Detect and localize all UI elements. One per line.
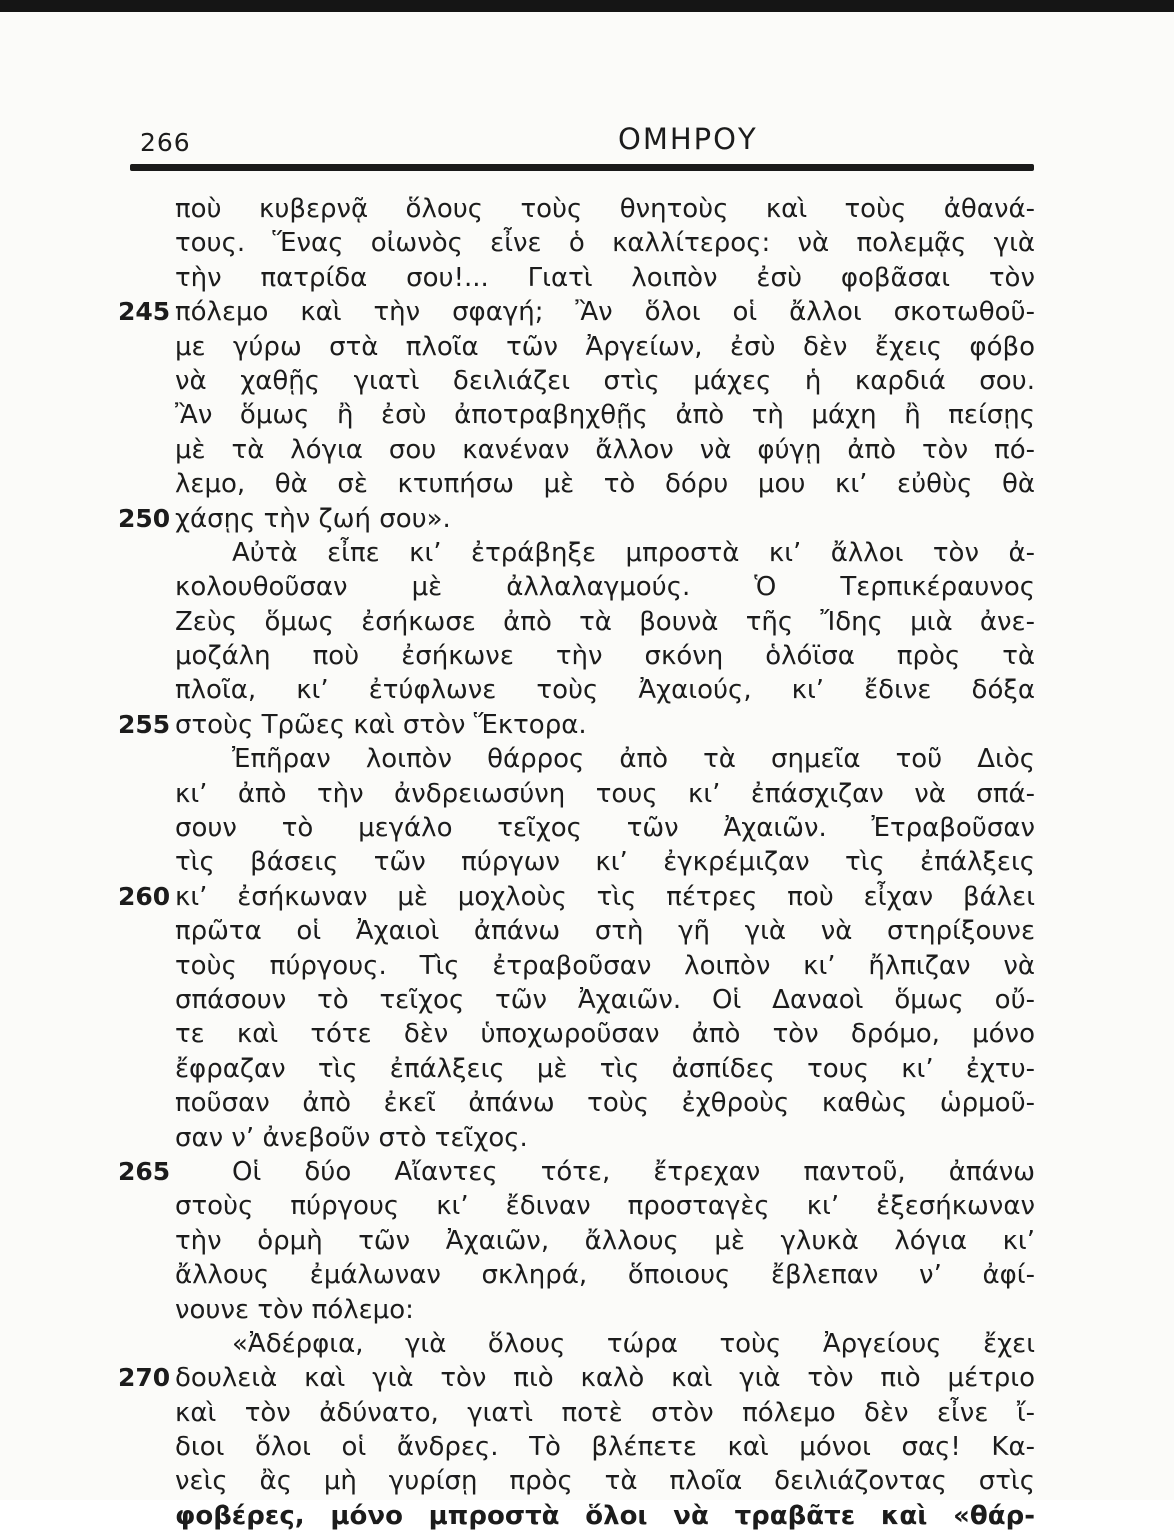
text-line <box>0 1052 1174 1086</box>
verse-line-number: 245 <box>118 297 171 327</box>
text-line <box>0 295 1174 329</box>
text-line <box>0 1155 1174 1189</box>
line-text: ἔφραζαν τὶς ἐπάλξεις μὲ τὶς ἀσπίδες τους κι’ ἐχτυ- <box>175 1053 1035 1084</box>
text-line <box>0 1224 1174 1258</box>
text-line <box>0 708 1174 742</box>
line-text: κι’ ἐσήκωναν μὲ μοχλοὺς τὶς πέτρες ποὺ εἶχαν βάλει <box>175 881 1035 912</box>
text-line <box>0 742 1174 776</box>
text-line <box>0 880 1174 914</box>
text-line <box>0 1293 1174 1327</box>
line-text: Ἐπῆραν λοιπὸν θάρρος ἀπὸ τὰ σημεῖα τοῦ Διὸς <box>232 744 1035 775</box>
text-line <box>0 398 1174 432</box>
header-rule <box>130 164 1034 171</box>
text-line <box>0 1086 1174 1120</box>
line-text: σαν ν’ ἀνεβοῦν στὸ τεῖχος. <box>175 1122 528 1153</box>
text-line <box>0 192 1174 226</box>
text-line <box>0 1121 1174 1155</box>
line-text: τους. Ἕνας οἰωνὸς εἶνε ὁ καλλίτερος: νὰ πολεμᾷς γιὰ <box>175 228 1035 259</box>
text-line <box>0 777 1174 811</box>
line-text: κι’ ἀπὸ τὴν ἀνδρειωσύνη τους κι’ ἐπάσχιζαν νὰ σπά- <box>175 778 1035 809</box>
line-text: τὶς βάσεις τῶν πύργων κι’ ἐγκρέμιζαν τὶς ἐπάλξεις <box>175 847 1035 878</box>
text-line <box>0 983 1174 1017</box>
line-text: «Ἀδέρφια, γιὰ ὅλους τώρα τοὺς Ἀργείους ἔχει <box>232 1328 1035 1359</box>
text-line <box>0 949 1174 983</box>
line-text: Ἂν ὅμως ἢ ἐσὺ ἀποτραβηχθῇς ἀπὸ τὴ μάχη ἢ πείσῃς <box>175 400 1035 431</box>
text-line <box>0 914 1174 948</box>
line-text: νουνε τὸν πόλεμο: <box>175 1294 414 1325</box>
text-line <box>0 261 1174 295</box>
text-line <box>0 1430 1174 1464</box>
line-text: σπάσουν τὸ τεῖχος τῶν Ἀχαιῶν. Οἱ Δαναοὶ ὅμως οὔ- <box>175 984 1035 1015</box>
verse-line-number: 270 <box>118 1363 171 1393</box>
verse-line-number: 260 <box>118 881 171 911</box>
text-line <box>0 364 1174 398</box>
text-line <box>0 570 1174 604</box>
line-text: στοὺς πύργους κι’ ἔδιναν προσταγὲς κι’ ἐξεσήκωναν <box>175 1191 1035 1222</box>
line-text: σουν τὸ μεγάλο τεῖχος τῶν Ἀχαιῶν. Ἐτραβοῦσαν <box>175 813 1035 844</box>
line-text: τοὺς πύργους. Τὶς ἐτραβοῦσαν λοιπὸν κι’ ἤλπιζαν νὰ <box>175 950 1035 981</box>
text-line <box>0 673 1174 707</box>
line-text: πόλεμο καὶ τὴν σφαγή; Ἂν ὅλοι οἱ ἄλλοι σκοτωθοῦ- <box>175 297 1035 328</box>
line-text: με γύρω στὰ πλοῖα τῶν Ἀργείων, ἐσὺ δὲν ἔχεις φόβο <box>175 331 1035 362</box>
text-line <box>0 1396 1174 1430</box>
verse-line-number: 250 <box>118 503 171 533</box>
line-text: μὲ τὰ λόγια σου κανέναν ἄλλον νὰ φύγῃ ἀπὸ τὸν πό- <box>175 434 1035 465</box>
text-line <box>0 502 1174 536</box>
line-text: πλοῖα, κι’ ἐτύφλωνε τοὺς Ἀχαιούς, κι’ ἔδινε δόξα <box>175 675 1035 706</box>
text-line <box>0 1017 1174 1051</box>
line-text: λεμο, θὰ σὲ κτυπήσω μὲ τὸ δόρυ μου κι’ εὐθὺς θὰ <box>175 469 1035 500</box>
line-text: ποὺ κυβερνᾷ ὅλους τοὺς θνητοὺς καὶ τοὺς ἀθανά- <box>175 194 1035 224</box>
text-line <box>0 605 1174 639</box>
line-text: πρῶτα οἱ Ἀχαιοὶ ἀπάνω στὴ γῆ γιὰ νὰ στηρίξουνε <box>175 916 1035 947</box>
line-text: δουλειὰ καὶ γιὰ τὸν πιὸ καλὸ καὶ γιὰ τὸν πιὸ μέτριο <box>175 1363 1035 1394</box>
verse-line-number: 265 <box>118 1156 171 1186</box>
line-text: Οἱ δύο Αἴαντες τότε, ἔτρεχαν παντοῦ, ἀπάνω <box>232 1156 1035 1187</box>
line-text: μοζάλη ποὺ ἐσήκωνε τὴν σκόνη ὁλόϊσα πρὸς τὰ <box>175 641 1035 672</box>
line-text: τὴν ὁρμὴ τῶν Ἀχαιῶν, ἄλλους μὲ γλυκὰ λόγια κι’ <box>175 1225 1035 1256</box>
text-body <box>0 192 1174 1533</box>
line-text: τε καὶ τότε δὲν ὑποχωροῦσαν ἀπὸ τὸν δρόμο, μόνο <box>175 1019 1035 1050</box>
line-text: νεὶς ἂς μὴ γυρίσῃ πρὸς τὰ πλοῖα δειλιάζοντας στὶς <box>175 1466 1035 1497</box>
text-line <box>0 467 1174 501</box>
text-line <box>0 1464 1174 1498</box>
text-line <box>0 1258 1174 1292</box>
line-text: χάσῃς τὴν ζωή σου». <box>175 503 451 534</box>
line-text: κολουθοῦσαν μὲ ἀλλαλαγμούς. Ὁ Τερπικέραυνος <box>175 572 1035 603</box>
line-text: ποῦσαν ἀπὸ ἐκεῖ ἀπάνω τοὺς ἐχθροὺς καθὼς ὡρμοῦ- <box>175 1088 1035 1119</box>
text-line <box>0 536 1174 570</box>
running-title: ΟΜΗΡΟΥ <box>618 122 758 156</box>
text-line <box>0 811 1174 845</box>
text-line <box>0 330 1174 364</box>
text-line <box>0 639 1174 673</box>
line-text: διοι ὅλοι οἱ ἄνδρες. Τὸ βλέπετε καὶ μόνοι σας! Κα- <box>175 1432 1035 1463</box>
text-line <box>0 1361 1174 1395</box>
line-text: τὴν πατρίδα σου!... Γιατὶ λοιπὸν ἐσὺ φοβᾶσαι τὸν <box>175 262 1035 293</box>
verse-line-number: 255 <box>118 709 171 739</box>
text-line <box>0 845 1174 879</box>
line-text: Ζεὺς ὅμως ἐσήκωσε ἀπὸ τὰ βουνὰ τῆς Ἴδης μιὰ ἀνε- <box>175 606 1035 637</box>
line-text: στοὺς Τρῶες καὶ στὸν Ἕκτορα. <box>175 709 587 740</box>
page-number: 266 <box>140 128 191 157</box>
text-line <box>0 1499 1174 1533</box>
line-text: φοβέρες, μόνο μπροστὰ ὅλοι νὰ τραβᾶτε καὶ «θάρ- <box>175 1500 1035 1531</box>
line-text: ἄλλους ἐμάλωναν σκληρά, ὅποιους ἔβλεπαν ν’ ἀφί- <box>175 1260 1035 1291</box>
scan-top-edge <box>0 0 1174 12</box>
line-text: νὰ χαθῇς γιατὶ δειλιάζει στὶς μάχες ἡ καρδιά σου. <box>175 365 1035 396</box>
line-text: Αὐτὰ εἶπε κι’ ἐτράβηξε μπροστὰ κι’ ἄλλοι τὸν ἀ- <box>232 537 1035 568</box>
text-line <box>0 1327 1174 1361</box>
text-line <box>0 1189 1174 1223</box>
text-line <box>0 433 1174 467</box>
line-text: καὶ τὸν ἀδύνατο, γιατὶ ποτὲ στὸν πόλεμο δὲν εἶνε ἴ- <box>175 1397 1035 1428</box>
text-line <box>0 226 1174 260</box>
